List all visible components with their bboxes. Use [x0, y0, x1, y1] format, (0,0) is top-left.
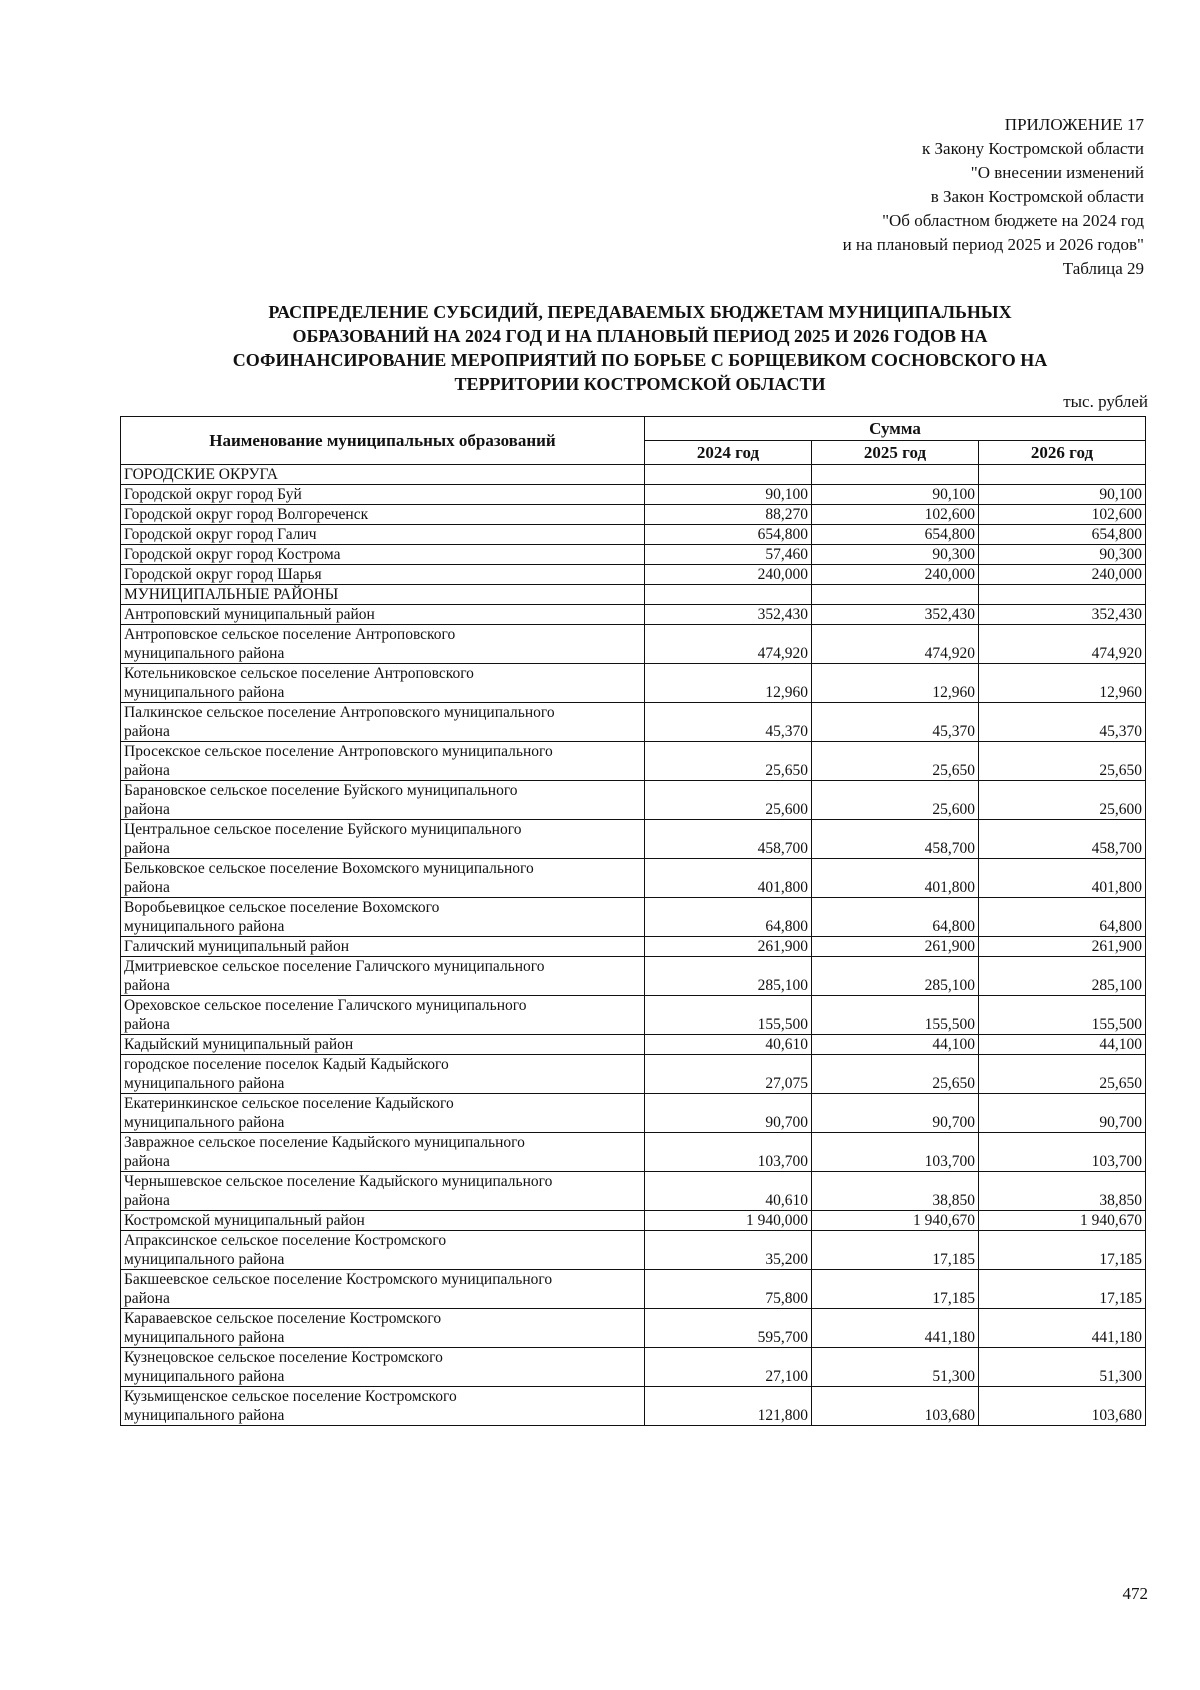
amount-2025-cell: 45,370 — [812, 703, 979, 742]
municipality-name-line: городское поселение поселок Кадый Кадыйского — [124, 1056, 449, 1073]
municipality-name-cell — [121, 1387, 645, 1426]
appendix-header — [843, 113, 1144, 281]
appendix-line: в Закон Костромской области — [930, 187, 1144, 206]
amount-2026-cell: 25,650 — [979, 1055, 1146, 1094]
municipality-name-cell — [121, 1348, 645, 1387]
amount-2024-cell: 240,000 — [645, 565, 812, 585]
municipality-name-line: муниципального района — [124, 1329, 285, 1346]
municipality-name-cell — [121, 664, 645, 703]
municipality-name-line: Городской округ город Кострома — [124, 546, 341, 563]
municipality-name-cell — [121, 859, 645, 898]
amount-2024-cell: 90,100 — [645, 485, 812, 505]
amount-2024-cell: 595,700 — [645, 1309, 812, 1348]
amount-2026-cell: 90,300 — [979, 545, 1146, 565]
municipality-name-line: муниципального района — [124, 684, 285, 701]
amount-2024-cell — [645, 585, 812, 605]
table-row — [121, 1172, 1146, 1211]
amount-2024-cell: 40,610 — [645, 1172, 812, 1211]
amount-2026-cell: 12,960 — [979, 664, 1146, 703]
table-row — [121, 1055, 1146, 1094]
municipality-name-line: Воробьевицкое сельское поселение Вохомского — [124, 899, 440, 916]
column-header-name: Наименование муниципальных образований — [121, 417, 645, 465]
amount-2024-cell: 1 940,000 — [645, 1211, 812, 1231]
amount-2024-cell: 75,800 — [645, 1270, 812, 1309]
column-header-2024: 2024 год — [645, 441, 812, 465]
municipality-name-line: района — [124, 1153, 170, 1170]
municipality-name-line: муниципального района — [124, 1114, 285, 1131]
amount-2024-cell: 103,700 — [645, 1133, 812, 1172]
amount-2025-cell: 51,300 — [812, 1348, 979, 1387]
municipality-name-cell — [121, 937, 645, 957]
municipality-name-line: Палкинское сельское поселение Антроповского муниципального — [124, 704, 555, 721]
amount-2026-cell: 90,700 — [979, 1094, 1146, 1133]
municipality-name-cell — [121, 565, 645, 585]
appendix-line: и на плановый период 2025 и 2026 годов" — [842, 235, 1144, 254]
table-row — [121, 505, 1146, 525]
table-row — [121, 996, 1146, 1035]
table-row — [121, 565, 1146, 585]
amount-2024-cell: 654,800 — [645, 525, 812, 545]
table-row — [121, 742, 1146, 781]
table-row — [121, 525, 1146, 545]
amount-2026-cell: 103,700 — [979, 1133, 1146, 1172]
title-line: ТЕРРИТОРИИ КОСТРОМСКОЙ ОБЛАСТИ — [454, 374, 826, 394]
municipality-name-line: района — [124, 1016, 170, 1033]
amount-2025-cell: 261,900 — [812, 937, 979, 957]
amount-2025-cell: 654,800 — [812, 525, 979, 545]
municipality-name-line: Центральное сельское поселение Буйского муниципального — [124, 821, 522, 838]
amount-2024-cell: 285,100 — [645, 957, 812, 996]
amount-2026-cell: 240,000 — [979, 565, 1146, 585]
municipality-name-line: муниципального района — [124, 1075, 285, 1092]
amount-2026-cell: 38,850 — [979, 1172, 1146, 1211]
amount-2026-cell — [979, 465, 1146, 485]
municipality-name-line: Городской округ город Буй — [124, 486, 302, 503]
amount-2026-cell: 44,100 — [979, 1035, 1146, 1055]
municipality-name-cell — [121, 1172, 645, 1211]
table-row — [121, 898, 1146, 937]
amount-2026-cell: 155,500 — [979, 996, 1146, 1035]
table-row — [121, 625, 1146, 664]
municipality-name-cell — [121, 1309, 645, 1348]
municipality-name-cell — [121, 505, 645, 525]
municipality-name-cell — [121, 1094, 645, 1133]
amount-2024-cell: 27,075 — [645, 1055, 812, 1094]
municipality-name-line: Просекское сельское поселение Антроповского муниципального — [124, 743, 553, 760]
amount-2026-cell: 1 940,670 — [979, 1211, 1146, 1231]
title-line: ОБРАЗОВАНИЙ НА 2024 ГОД И НА ПЛАНОВЫЙ ПЕРИОД 2025 И 2026 ГОДОВ НА — [292, 326, 988, 346]
units-label: тыс. рублей — [1063, 392, 1148, 411]
amount-2026-cell: 17,185 — [979, 1270, 1146, 1309]
amount-2026-cell: 45,370 — [979, 703, 1146, 742]
municipality-name-cell — [121, 1211, 645, 1231]
amount-2026-cell: 25,650 — [979, 742, 1146, 781]
amount-2025-cell: 401,800 — [812, 859, 979, 898]
amount-2025-cell: 12,960 — [812, 664, 979, 703]
amount-2025-cell: 90,100 — [812, 485, 979, 505]
municipality-name-line: района — [124, 879, 170, 896]
municipality-name-cell — [121, 605, 645, 625]
municipality-name-line: Городской округ город Галич — [124, 526, 317, 543]
amount-2025-cell: 25,600 — [812, 781, 979, 820]
amount-2025-cell: 352,430 — [812, 605, 979, 625]
amount-2025-cell: 17,185 — [812, 1270, 979, 1309]
column-header-sum: Сумма — [645, 417, 1146, 441]
municipality-name-line: района — [124, 723, 170, 740]
title-line: РАСПРЕДЕЛЕНИЕ СУБСИДИЙ, ПЕРЕДАВАЕМЫХ БЮДЖЕТАМ МУНИЦИПАЛЬНЫХ — [268, 302, 1012, 322]
amount-2026-cell: 458,700 — [979, 820, 1146, 859]
municipality-name-cell — [121, 996, 645, 1035]
amount-2024-cell: 401,800 — [645, 859, 812, 898]
municipality-name-line: Костромской муниципальный район — [124, 1212, 365, 1229]
table-row — [121, 781, 1146, 820]
municipality-name-line: ГОРОДСКИЕ ОКРУГА — [124, 466, 278, 483]
municipality-name-cell — [121, 703, 645, 742]
amount-2024-cell: 57,460 — [645, 545, 812, 565]
amount-2025-cell: 90,700 — [812, 1094, 979, 1133]
amount-2026-cell: 261,900 — [979, 937, 1146, 957]
amount-2024-cell: 155,500 — [645, 996, 812, 1035]
amount-2025-cell: 240,000 — [812, 565, 979, 585]
amount-2026-cell: 352,430 — [979, 605, 1146, 625]
title-line: СОФИНАНСИРОВАНИЕ МЕРОПРИЯТИЙ ПО БОРЬБЕ С БОРЩЕВИКОМ СОСНОВСКОГО НА — [232, 350, 1048, 370]
amount-2025-cell: 458,700 — [812, 820, 979, 859]
amount-2025-cell: 474,920 — [812, 625, 979, 664]
municipality-name-line: Завражное сельское поселение Кадыйского муниципального — [124, 1134, 525, 1151]
amount-2024-cell: 25,600 — [645, 781, 812, 820]
document-title — [120, 300, 1160, 396]
municipality-name-cell — [121, 898, 645, 937]
municipality-name-cell — [121, 625, 645, 664]
table-row — [121, 585, 1146, 605]
amount-2025-cell: 64,800 — [812, 898, 979, 937]
amount-2024-cell: 352,430 — [645, 605, 812, 625]
municipality-name-cell — [121, 485, 645, 505]
table-row — [121, 1348, 1146, 1387]
amount-2025-cell: 155,500 — [812, 996, 979, 1035]
table-row — [121, 1094, 1146, 1133]
table-row — [121, 605, 1146, 625]
municipality-name-line: района — [124, 840, 170, 857]
page-number: 472 — [1122, 1584, 1148, 1603]
amount-2026-cell: 51,300 — [979, 1348, 1146, 1387]
amount-2026-cell: 102,600 — [979, 505, 1146, 525]
amount-2026-cell — [979, 585, 1146, 605]
table-row — [121, 820, 1146, 859]
amount-2024-cell — [645, 465, 812, 485]
municipality-name-line: Бакшеевское сельское поселение Костромского муниципального — [124, 1271, 553, 1288]
amount-2024-cell: 88,270 — [645, 505, 812, 525]
table-row — [121, 664, 1146, 703]
municipality-name-cell — [121, 1231, 645, 1270]
amount-2025-cell: 102,600 — [812, 505, 979, 525]
municipality-name-line: муниципального района — [124, 1368, 285, 1385]
municipality-name-cell — [121, 585, 645, 605]
amount-2025-cell: 103,700 — [812, 1133, 979, 1172]
amount-2024-cell: 40,610 — [645, 1035, 812, 1055]
table-row — [121, 1211, 1146, 1231]
table-row — [121, 485, 1146, 505]
amount-2025-cell — [812, 465, 979, 485]
municipality-name-line: Барановское сельское поселение Буйского муниципального — [124, 782, 518, 799]
table-row — [121, 1270, 1146, 1309]
table-row — [121, 465, 1146, 485]
table-row — [121, 703, 1146, 742]
municipality-name-line: Котельниковское сельское поселение Антроповского — [124, 665, 474, 682]
municipality-name-line: Городской округ город Шарья — [124, 566, 322, 583]
amount-2026-cell: 285,100 — [979, 957, 1146, 996]
municipality-name-cell — [121, 1035, 645, 1055]
municipality-name-line: Караваевское сельское поселение Костромского — [124, 1310, 442, 1327]
amount-2025-cell: 285,100 — [812, 957, 979, 996]
amount-2025-cell: 441,180 — [812, 1309, 979, 1348]
municipality-name-cell — [121, 525, 645, 545]
amount-2026-cell: 17,185 — [979, 1231, 1146, 1270]
municipality-name-cell — [121, 957, 645, 996]
amount-2024-cell: 90,700 — [645, 1094, 812, 1133]
amount-2024-cell: 45,370 — [645, 703, 812, 742]
amount-2025-cell: 1 940,670 — [812, 1211, 979, 1231]
municipality-name-line: муниципального района — [124, 918, 285, 935]
amount-2026-cell: 654,800 — [979, 525, 1146, 545]
table-row — [121, 859, 1146, 898]
appendix-line: "О внесении изменений — [970, 163, 1144, 182]
amount-2024-cell: 25,650 — [645, 742, 812, 781]
table-row — [121, 957, 1146, 996]
municipality-name-line: Апраксинское сельское поселение Костромского — [124, 1232, 447, 1249]
amount-2025-cell: 17,185 — [812, 1231, 979, 1270]
amount-2025-cell — [812, 585, 979, 605]
amount-2026-cell: 474,920 — [979, 625, 1146, 664]
municipality-name-line: Ореховское сельское поселение Галичского муниципального — [124, 997, 527, 1014]
amount-2026-cell: 90,100 — [979, 485, 1146, 505]
municipality-name-line: Кузьмищенское сельское поселение Костромского — [124, 1388, 457, 1405]
amount-2024-cell: 474,920 — [645, 625, 812, 664]
column-header-2025: 2025 год — [812, 441, 979, 465]
table-number: Таблица 29 — [1062, 259, 1144, 278]
amount-2026-cell: 441,180 — [979, 1309, 1146, 1348]
amount-2025-cell: 25,650 — [812, 1055, 979, 1094]
amount-2024-cell: 12,960 — [645, 664, 812, 703]
amount-2026-cell: 25,600 — [979, 781, 1146, 820]
municipality-name-cell — [121, 465, 645, 485]
municipality-name-cell — [121, 781, 645, 820]
municipality-name-line: района — [124, 1192, 170, 1209]
municipality-name-line: района — [124, 1290, 170, 1307]
municipality-name-line: Антроповское сельское поселение Антроповского — [124, 626, 456, 643]
municipality-name-cell — [121, 1055, 645, 1094]
municipality-name-line: района — [124, 977, 170, 994]
municipality-name-line: муниципального района — [124, 1251, 285, 1268]
appendix-line: "Об областном бюджете на 2024 год — [882, 211, 1144, 230]
subsidy-table — [120, 416, 1146, 1426]
amount-2026-cell: 64,800 — [979, 898, 1146, 937]
table-row — [121, 545, 1146, 565]
table-row — [121, 1133, 1146, 1172]
municipality-name-line: Кадыйский муниципальный район — [124, 1036, 354, 1053]
municipality-name-line: района — [124, 762, 170, 779]
amount-2024-cell: 35,200 — [645, 1231, 812, 1270]
table-body — [121, 465, 1146, 1426]
table-row — [121, 1231, 1146, 1270]
municipality-name-cell — [121, 820, 645, 859]
amount-2024-cell: 458,700 — [645, 820, 812, 859]
amount-2024-cell: 64,800 — [645, 898, 812, 937]
municipality-name-cell — [121, 742, 645, 781]
municipality-name-cell — [121, 545, 645, 565]
amount-2024-cell: 121,800 — [645, 1387, 812, 1426]
amount-2024-cell: 261,900 — [645, 937, 812, 957]
municipality-name-line: Городской округ город Волгореченск — [124, 506, 369, 523]
table-row — [121, 937, 1146, 957]
municipality-name-cell — [121, 1133, 645, 1172]
municipality-name-line: Кузнецовское сельское поселение Костромского — [124, 1349, 443, 1366]
appendix-line: к Закону Костромской области — [922, 139, 1144, 158]
amount-2026-cell: 103,680 — [979, 1387, 1146, 1426]
table-row — [121, 1035, 1146, 1055]
municipality-name-line: муниципального района — [124, 1407, 285, 1424]
municipality-name-line: Галичский муниципальный район — [124, 938, 349, 955]
municipality-name-line: Бельковское сельское поселение Вохомского муниципального — [124, 860, 534, 877]
amount-2025-cell: 38,850 — [812, 1172, 979, 1211]
municipality-name-cell — [121, 1270, 645, 1309]
municipality-name-line: Чернышевское сельское поселение Кадыйского муниципального — [124, 1173, 553, 1190]
amount-2026-cell: 401,800 — [979, 859, 1146, 898]
amount-2025-cell: 44,100 — [812, 1035, 979, 1055]
municipality-name-line: района — [124, 801, 170, 818]
amount-2025-cell: 25,650 — [812, 742, 979, 781]
municipality-name-line: Дмитриевское сельское поселение Галичского муниципального — [124, 958, 545, 975]
amount-2025-cell: 90,300 — [812, 545, 979, 565]
appendix-line: ПРИЛОЖЕНИЕ 17 — [1004, 115, 1144, 134]
municipality-name-line: Екатеринкинское сельское поселение Кадыйского — [124, 1095, 454, 1112]
table-row — [121, 1309, 1146, 1348]
municipality-name-line: муниципального района — [124, 645, 285, 662]
municipality-name-line: Антроповский муниципальный район — [124, 606, 375, 623]
amount-2025-cell: 103,680 — [812, 1387, 979, 1426]
amount-2024-cell: 27,100 — [645, 1348, 812, 1387]
table-row — [121, 1387, 1146, 1426]
column-header-2026: 2026 год — [979, 441, 1146, 465]
municipality-name-line: МУНИЦИПАЛЬНЫЕ РАЙОНЫ — [124, 586, 339, 603]
